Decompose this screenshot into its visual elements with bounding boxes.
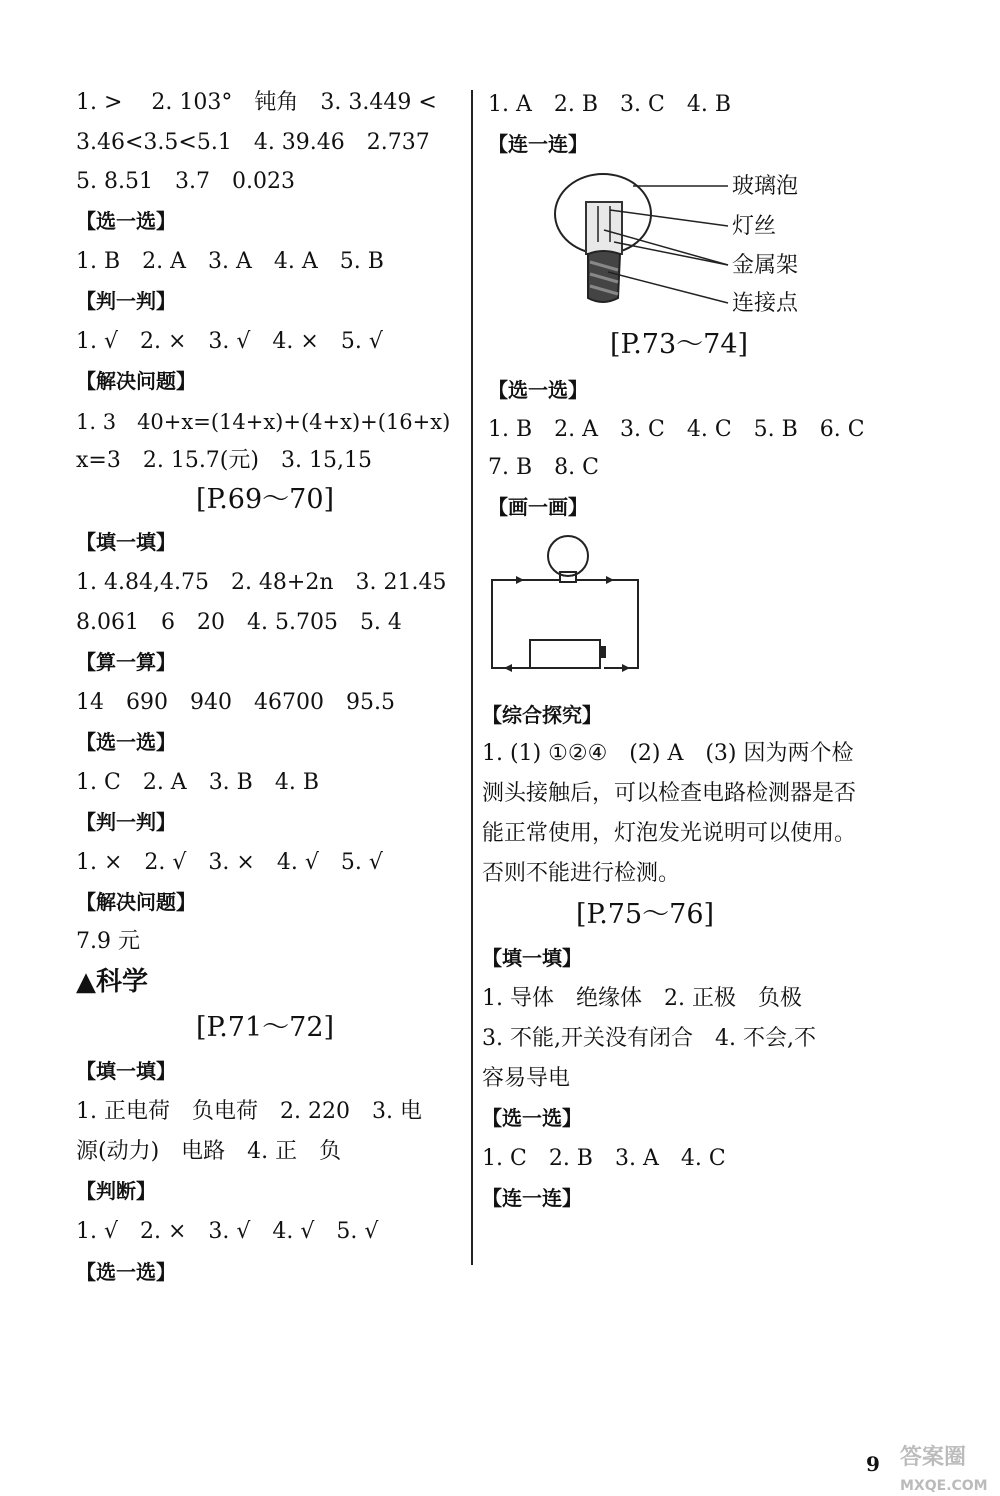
- answer-line: 14 690 940 46700 95.5: [76, 690, 395, 715]
- watermark-logo: 答案圈 MXQE.COM: [900, 1445, 988, 1494]
- explore-answer: 1. (1) ①②④ (2) A (3) 因为两个检测头接触后，可以检查电路检测器是否能正常使用，灯泡发光说明可以使用。否则不能进行检测。: [482, 741, 857, 886]
- answer-line: 7.9 元: [76, 929, 140, 954]
- section-heading: 【选一选】: [76, 1260, 176, 1284]
- subject-heading: ▲科学: [76, 967, 148, 997]
- page-reference: [P.75～76]: [576, 899, 715, 930]
- bulb-diagram: [548, 162, 878, 327]
- answer-line: 5. 8.51 3.7 0.023: [76, 169, 295, 194]
- answer-line: 1. 正电荷 负电荷 2. 220 3. 电: [76, 1099, 422, 1124]
- answer-line: 1. 4.84,4.75 2. 48+2n 3. 21.45: [76, 570, 447, 595]
- answer-line: 1. 导体 绝缘体 2. 正极 负极: [482, 986, 802, 1011]
- answer-line: 源(动力) 电路 4. 正 负: [76, 1139, 342, 1164]
- section-heading: 【选一选】: [482, 1106, 582, 1130]
- bulb-label: 连接点: [732, 291, 799, 316]
- answer-line: 1. √ 2. × 3. √ 4. × 5. √: [76, 329, 383, 354]
- column-divider: [471, 90, 473, 1265]
- section-heading: 【解决问题】: [76, 890, 196, 914]
- section-heading: 【选一选】: [76, 209, 176, 233]
- section-heading: 【填一填】: [76, 1059, 176, 1083]
- answer-line: 3. 不能,开关没有闭合 4. 不会,不: [482, 1026, 816, 1051]
- answer-line: 1. B 2. A 3. A 4. A 5. B: [76, 249, 384, 274]
- section-heading: 【判断】: [76, 1179, 156, 1203]
- answer-line: 1. A 2. B 3. C 4. B: [488, 92, 731, 117]
- page-reference: [P.71～72]: [196, 1012, 335, 1043]
- answer-line: 7. B 8. C: [488, 455, 599, 480]
- answer-line: 1. C 2. A 3. B 4. B: [76, 770, 319, 795]
- answer-line: 1. C 2. B 3. A 4. C: [482, 1146, 726, 1171]
- answer-line: 8.061 6 20 4. 5.705 5. 4: [76, 610, 402, 635]
- section-heading: 【判一判】: [76, 810, 176, 834]
- answer-line: 1. × 2. √ 3. × 4. √ 5. √: [76, 850, 383, 875]
- answer-line: 1. > 2. 103° 钝角 3. 3.449 <: [76, 90, 437, 115]
- section-heading: 【选一选】: [76, 730, 176, 754]
- section-heading: 【解决问题】: [76, 369, 196, 393]
- page-reference: [P.69～70]: [196, 484, 335, 515]
- answer-line: 容易导电: [482, 1066, 571, 1091]
- page-number: 9: [866, 1452, 880, 1476]
- bulb-label: 金属架: [732, 253, 799, 278]
- section-heading: 【连一连】: [488, 132, 588, 156]
- answer-line: 1. 3 40+x=(14+x)+(4+x)+(16+x): [76, 410, 451, 434]
- answer-line: x=3 2. 15.7(元) 3. 15,15: [76, 448, 372, 473]
- section-heading: 【填一填】: [482, 946, 582, 970]
- section-heading: 【填一填】: [76, 530, 176, 554]
- circuit-diagram: [488, 532, 648, 672]
- answer-line: 1. B 2. A 3. C 4. C 5. B 6. C: [488, 417, 865, 442]
- section-heading: 【画一画】: [488, 495, 588, 519]
- section-heading: 【选一选】: [488, 378, 588, 402]
- bulb-label: 灯丝: [732, 214, 777, 239]
- bulb-label: 玻璃泡: [732, 174, 799, 199]
- page-reference: [P.73～74]: [610, 329, 749, 360]
- answer-line: 1. √ 2. × 3. √ 4. √ 5. √: [76, 1219, 379, 1244]
- section-heading: 【判一判】: [76, 289, 176, 313]
- section-heading: 【算一算】: [76, 650, 176, 674]
- section-heading: 【综合探究】: [482, 703, 602, 727]
- answer-line: 3.46<3.5<5.1 4. 39.46 2.737: [76, 130, 430, 155]
- section-heading: 【连一连】: [482, 1186, 582, 1210]
